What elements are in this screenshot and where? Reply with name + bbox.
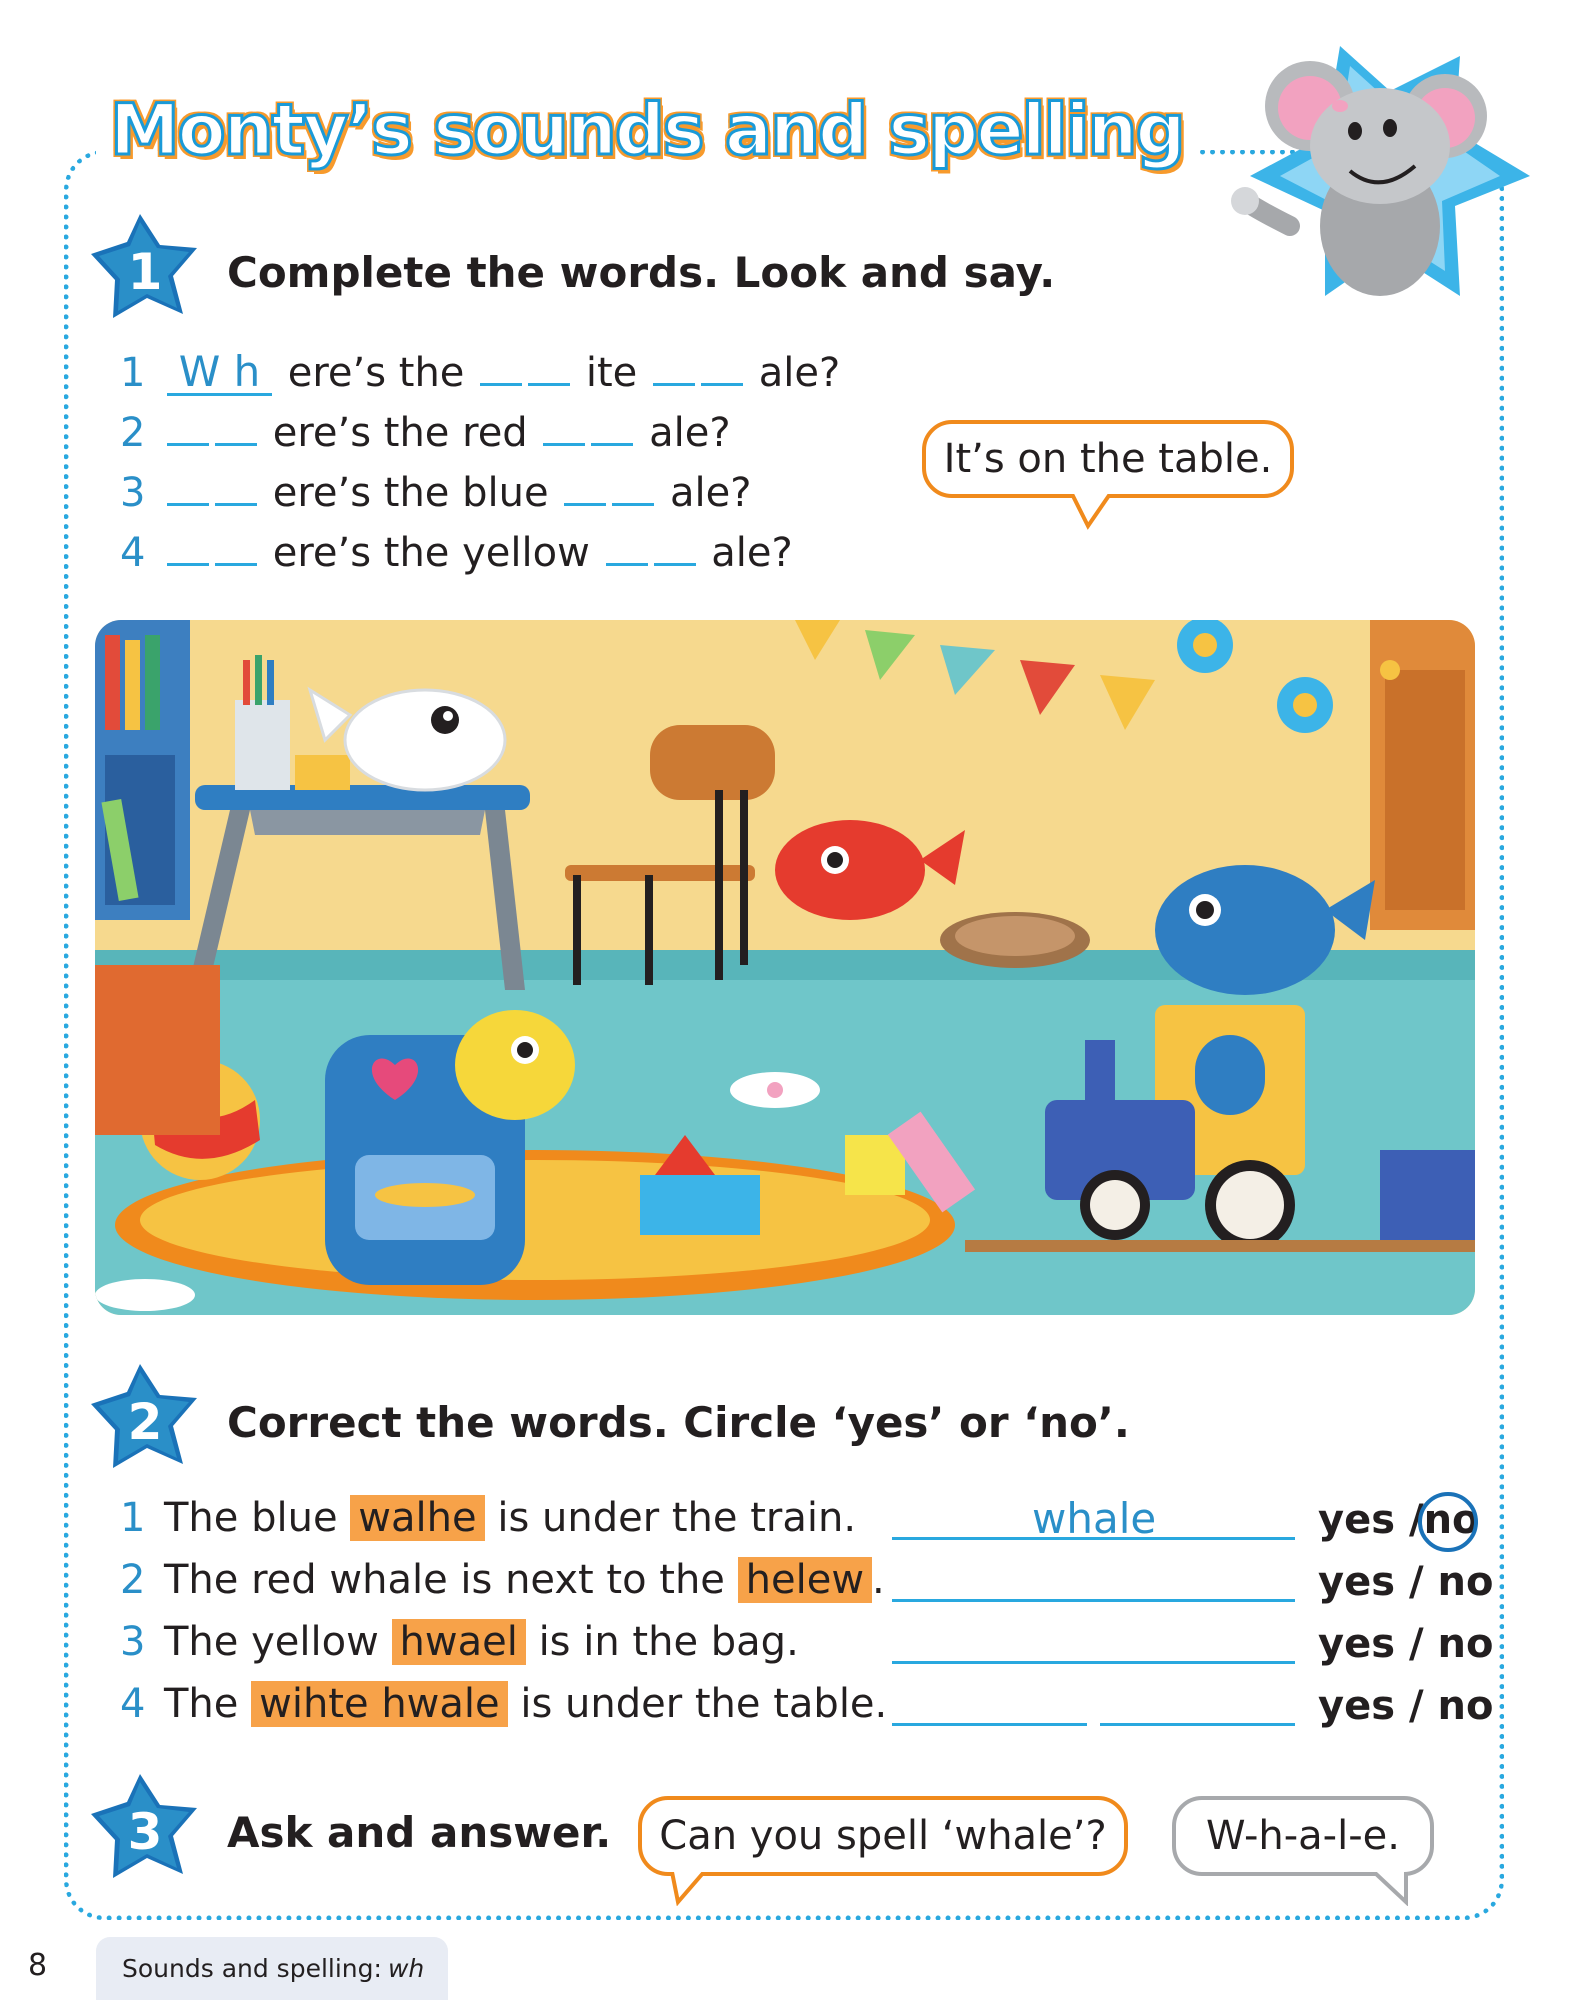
monty-mascot-illustration (1230, 36, 1540, 336)
answer-blank[interactable] (480, 382, 522, 386)
yes-no-choice[interactable]: yes / no (1318, 1621, 1494, 1667)
answer-blank[interactable] (591, 442, 633, 446)
circled-answer-no (1418, 1492, 1478, 1552)
exercise-3-number: 3 (127, 1803, 163, 1861)
exercise-2-number: 2 (127, 1393, 163, 1451)
answer-blank[interactable] (653, 382, 695, 386)
misspelled-word: wihte hwale (251, 1681, 508, 1727)
speech-bubble-answer: W-h-a-l-e. (1172, 1796, 1434, 1876)
speech-bubble-tail (668, 1872, 716, 1906)
answer-blank[interactable] (612, 502, 654, 506)
answer-blank[interactable] (167, 442, 209, 446)
answer-blank-filled[interactable]: W h (167, 351, 272, 396)
exercise-1-item-1: 1 W h ere’s the ite ale? (120, 347, 841, 396)
answer-line[interactable] (892, 1599, 1295, 1602)
answer-line[interactable] (1100, 1723, 1295, 1726)
answer-blank[interactable] (167, 502, 209, 506)
page-number: 8 (28, 1948, 48, 1983)
exercise-2-item-1: 1 The blue walhe is under the train. (120, 1495, 857, 1541)
answer-text: whale (1032, 1494, 1157, 1543)
speech-bubble-question: Can you spell ‘whale’? (638, 1796, 1128, 1876)
footer-label: Sounds and spelling: wh (96, 1937, 448, 2000)
exercise-2-item-2: 2 The red whale is next to the helew . (120, 1557, 885, 1603)
playroom-illustration (95, 620, 1475, 1315)
exercise-1-item-4: 4 ere’s the yellow ale? (120, 530, 793, 576)
speech-bubble-table: It’s on the table. (922, 420, 1294, 498)
answer-blank[interactable] (654, 562, 696, 566)
answer-line[interactable] (892, 1661, 1295, 1664)
answer-blank[interactable] (215, 442, 257, 446)
answer-blank[interactable] (167, 562, 209, 566)
exercise-2-heading: Correct the words. Circle ‘yes’ or ‘no’. (227, 1398, 1130, 1447)
answer-blank[interactable] (701, 382, 743, 386)
answer-blank[interactable] (215, 562, 257, 566)
answer-line[interactable] (892, 1723, 1087, 1726)
answer-blank[interactable] (564, 502, 606, 506)
exercise-2-item-3: 3 The yellow hwael is in the bag. (120, 1619, 799, 1665)
speech-bubble-tail (1370, 1872, 1418, 1906)
misspelled-word: helew (738, 1557, 872, 1603)
misspelled-word: walhe (350, 1495, 484, 1541)
exercise-1-item-3: 3 ere’s the blue ale? (120, 470, 752, 516)
misspelled-word: hwael (392, 1619, 526, 1665)
exercise-1-number: 1 (127, 243, 163, 301)
answer-blank[interactable] (528, 382, 570, 386)
exercise-3-heading: Ask and answer. (227, 1808, 612, 1857)
answer-blank[interactable] (543, 442, 585, 446)
answer-blank[interactable] (606, 562, 648, 566)
yes-no-choice[interactable]: yes /no (1318, 1497, 1480, 1543)
yes-no-choice[interactable]: yes / no (1318, 1683, 1494, 1729)
exercise-2-item-4: 4 The wihte hwale is under the table. (120, 1681, 888, 1727)
exercise-1-item-2: 2 ere’s the red ale? (120, 410, 731, 456)
speech-bubble-tail (1070, 494, 1120, 530)
yes-no-choice[interactable]: yes / no (1318, 1559, 1494, 1605)
answer-blank[interactable] (215, 502, 257, 506)
exercise-1-heading: Complete the words. Look and say. (227, 248, 1056, 297)
page-title: Monty’s sounds and spelling (96, 92, 1198, 169)
